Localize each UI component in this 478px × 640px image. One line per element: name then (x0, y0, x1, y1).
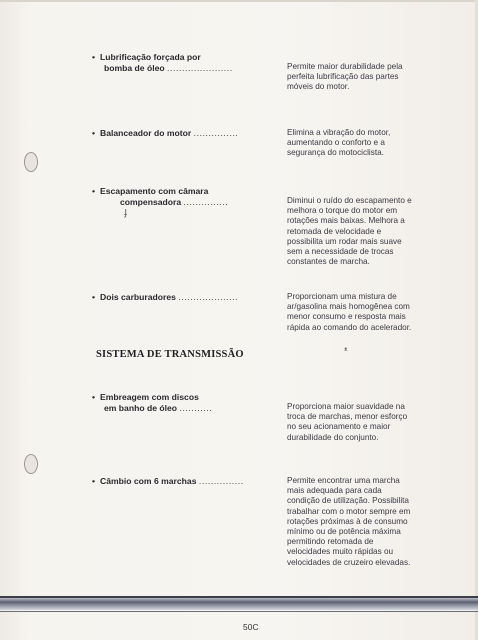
description-line: perfeita lubrificação das partes (287, 72, 399, 82)
bullet-icon: • (92, 292, 96, 302)
description-line: permitindo retomada de (287, 537, 374, 547)
feature-title-line: Embreagem com discos (100, 392, 199, 402)
description-line: móveis do motor. (287, 82, 350, 92)
leader-dots: ............... (198, 476, 244, 486)
feature-title-line: compensadora (120, 196, 182, 207)
description-line: velocidades de cruzeiro elevadas. (287, 557, 411, 567)
feature-title-line: bomba de óleo (104, 62, 165, 73)
feature-title-line: Balanceador do motor (100, 128, 192, 138)
description-line: rápida ao comando do acelerador. (287, 322, 412, 332)
description-line: melhora o torque do motor em (287, 206, 398, 216)
footer-band (0, 598, 478, 610)
feature-title-line: Dois carburadores (100, 292, 176, 302)
description-line: rotações mais baixas. Melhora a (287, 216, 405, 226)
bullet-icon: • (92, 52, 96, 62)
feature-description (287, 196, 429, 267)
feature-title-line: Lubrificação forçada por (100, 52, 201, 62)
bullet-icon: • (92, 392, 96, 402)
feature-description (287, 128, 429, 159)
description-line: mínimo ou de potência máxima (287, 527, 401, 537)
stain-mark: ᵜ (344, 345, 348, 355)
punch-hole-top (24, 152, 38, 172)
description-line: condição de utilização. Possibilita (287, 496, 409, 506)
feature-escapamento (92, 186, 267, 207)
feature-description (287, 292, 429, 333)
leader-dots: ...................... (167, 62, 233, 73)
feature-carburadores (92, 292, 267, 303)
description-line: retomada de velocidade e (287, 226, 382, 236)
description-line: Proporcionam uma mistura de (287, 292, 397, 301)
description-line: durabilidade do conjunto. (287, 432, 379, 442)
description-line: possibilita um rodar mais suave (287, 236, 402, 246)
feature-description (287, 476, 429, 568)
description-line: constantes de marcha. (287, 257, 370, 267)
description-line: aumentando o conforto e a (287, 138, 385, 148)
pen-mark: ɟ (124, 206, 128, 218)
description-line: segurança do motociclista. (287, 148, 384, 158)
punch-hole-bottom (24, 454, 38, 474)
feature-title-line: em banho de óleo (104, 402, 178, 413)
page-number: 50C (243, 622, 259, 632)
bullet-icon: • (92, 186, 96, 196)
bullet-icon: • (92, 128, 96, 138)
description-line: rotações próximas à de consumo (287, 516, 408, 526)
feature-title-line: Câmbio com 6 marchas (100, 476, 197, 486)
page-top-edge (0, 0, 478, 2)
description-line: Elimina a vibração do motor, (287, 128, 391, 137)
description-line: ar/gasolina mais homogênea com (287, 302, 410, 312)
description-line: mais adequada para cada (287, 486, 382, 496)
feature-title-line: Escapamento com câmara (100, 186, 209, 196)
leader-dots: .................... (178, 292, 239, 302)
feature-lubrificacao (92, 52, 267, 73)
feature-description (287, 402, 429, 443)
description-line: Diminui o ruído do escapamento e (287, 196, 412, 205)
description-line: no seu acionamento e maior (287, 422, 391, 432)
description-line: Permite encontrar uma marcha (287, 476, 400, 485)
feature-cambio (92, 476, 267, 487)
description-line: velocidades muito rápidas ou (287, 547, 394, 557)
description-line: menor consumo e resposta mais (287, 312, 406, 322)
feature-embreagem (92, 392, 267, 413)
description-line: Proporciona maior suavidade na (287, 402, 405, 411)
feature-balanceador (92, 128, 267, 139)
description-line: trabalhar com o motor sempre em (287, 506, 411, 516)
footer-rule-bottom (0, 611, 478, 612)
description-line: sem a necessidade de trocas (287, 247, 394, 257)
feature-description (287, 62, 429, 93)
description-line: troca de marchas, menor esforço (287, 412, 408, 422)
section-title: SISTEMA DE TRANSMISSÃO (96, 349, 244, 360)
leader-dots: ............... (193, 128, 239, 138)
leader-dots: ........... (179, 402, 213, 413)
description-line: Permite maior durabilidade pela (287, 62, 403, 71)
bullet-icon: • (92, 476, 96, 486)
leader-dots: ............... (183, 196, 229, 207)
